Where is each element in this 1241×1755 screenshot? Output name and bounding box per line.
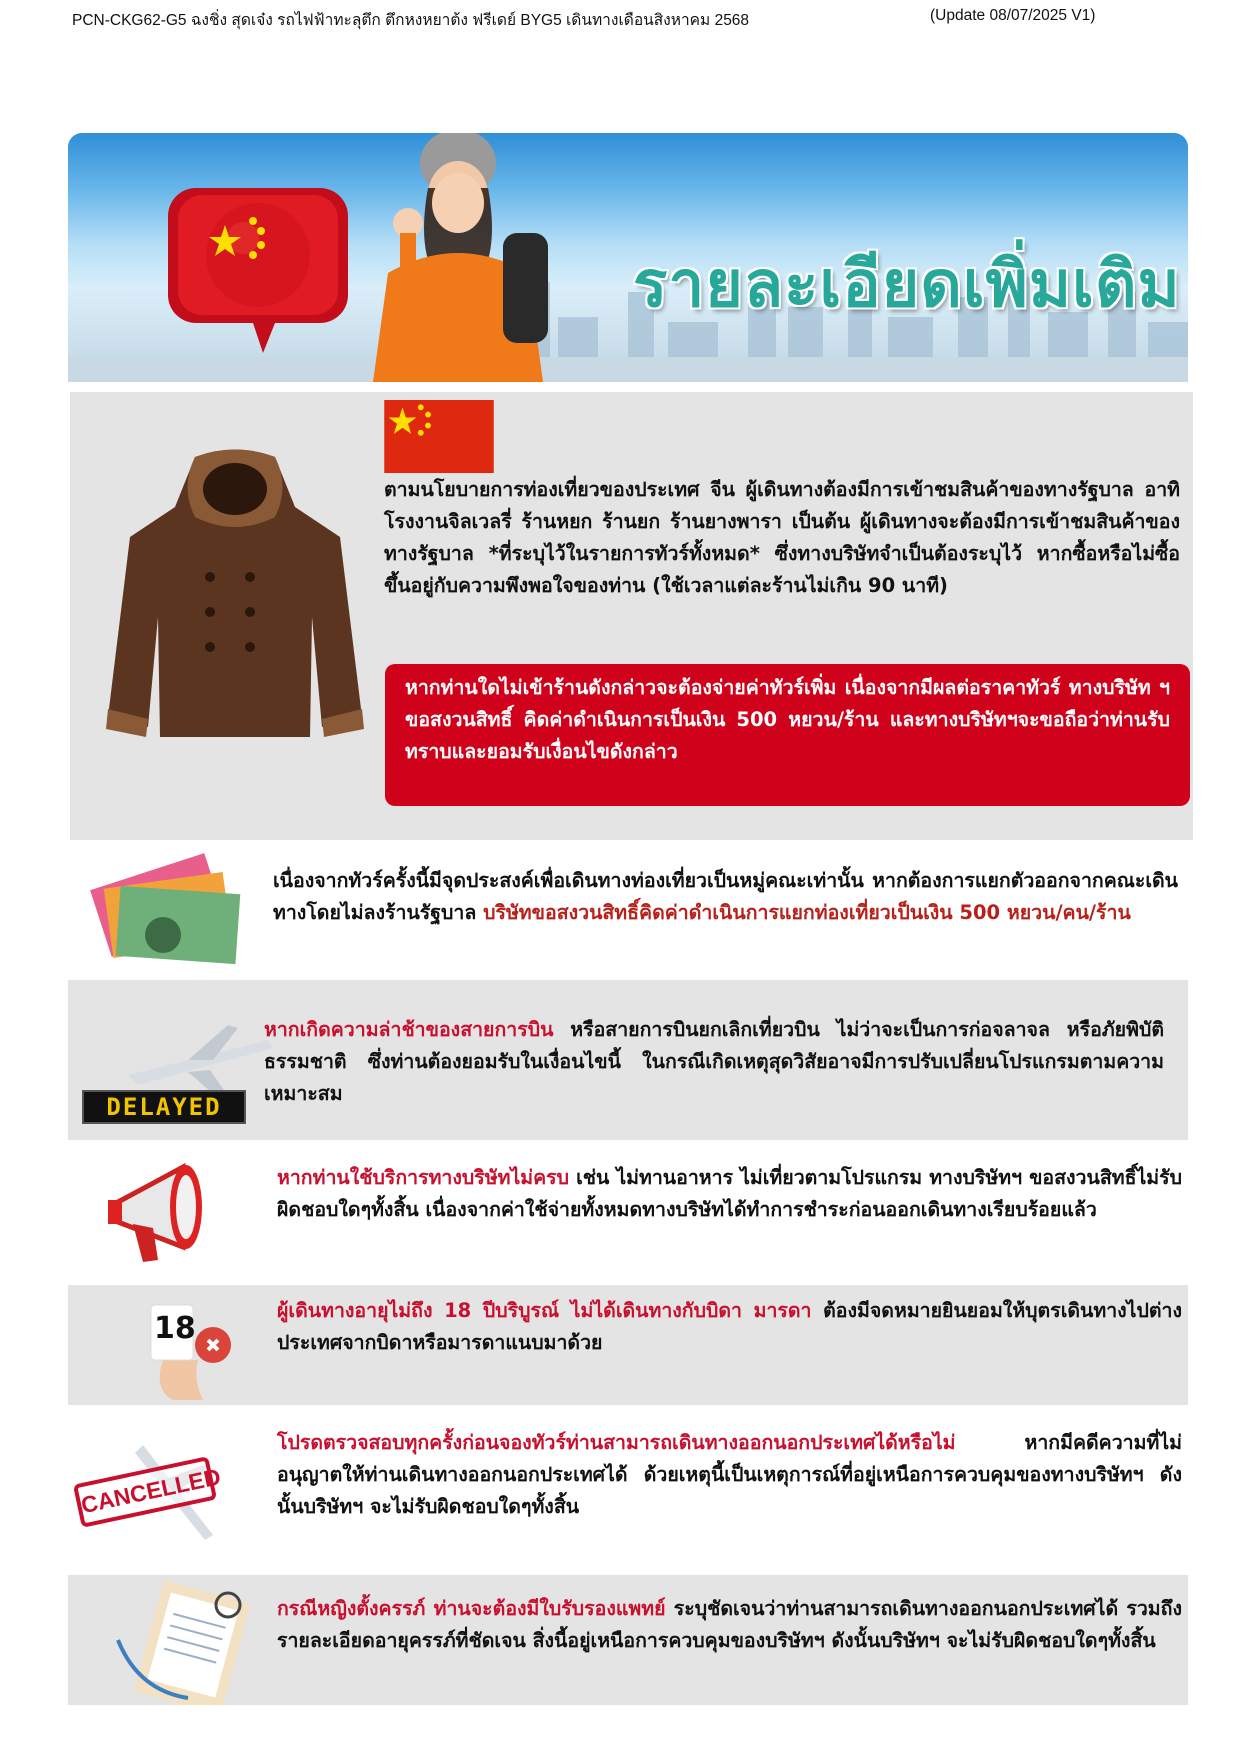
shopping-policy-panel <box>70 392 1193 840</box>
megaphone-icon <box>98 1152 228 1270</box>
travel-eligibility-body: หากมีคดีความที่ไม่อนุญาตให้ท่านเดินทางออกนอกประเทศได้ ด้วยเหตุนี้เป็นเหตุการณ์ที่อยู่เหนือการควบคุมของทางบริษัทฯ ดังนั้นบริษัทฯ จะไม่รับผิดชอบใดๆทั้งสิ้น <box>277 1431 1182 1518</box>
china-flag-icon <box>384 400 494 473</box>
banner <box>68 133 1188 382</box>
minor-traveler-text <box>277 1295 1182 1359</box>
pregnancy-highlight: กรณีหญิงตั้งครรภ์ ท่านจะต้องมีใบรับรองแพทย์ <box>277 1597 666 1620</box>
group-travel-section <box>68 850 1188 978</box>
coat-image <box>100 447 370 752</box>
group-travel-fee-highlight: บริษัทขอสงวนสิทธิ์คิดค่าดำเนินการแยกท่องเที่ยวเป็นเงิน 500 หยวน/คน/ร้าน <box>483 901 1131 924</box>
travel-eligibility-section <box>68 1405 1188 1565</box>
shopping-warning-box <box>385 664 1190 806</box>
cancelled-stamp-text: CANCELLED <box>78 1463 223 1519</box>
update-version: (Update 08/07/2025 V1) <box>930 7 1096 24</box>
group-travel-text <box>273 865 1178 929</box>
travel-eligibility-text <box>277 1427 1182 1523</box>
medical-certificate-image <box>108 1580 268 1705</box>
age-18-badge: 18 <box>154 1311 196 1346</box>
document-header <box>72 7 1201 27</box>
delayed-sign-text: DELAYED <box>106 1093 222 1121</box>
minor-traveler-highlight: ผู้เดินทางอายุไม่ถึง 18 ปีบริบูรณ์ ไม่ได้เดินทางกับบิดา มารดา <box>277 1299 812 1322</box>
money-banknotes-image <box>88 850 248 978</box>
pregnancy-panel <box>68 1575 1188 1705</box>
airplane-icon <box>118 1020 278 1100</box>
group-travel-body: เนื่องจากทัวร์ครั้งนี้มีจุดประสงค์เพื่อเดินทางท่องเที่ยวเป็นหมู่คณะเท่านั้น หากต้องการแยกตัวออกจากคณะเดินทางโดยไม่ลงร้านรัฐบาล <box>273 869 1178 924</box>
service-usage-text <box>277 1162 1182 1226</box>
service-usage-body: เช่น ไม่ทานอาหาร ไม่เที่ยวตามโปรแกรม ทางบริษัทฯ ขอสงวนสิทธิ์ไม่รับผิดชอบใดๆทั้งสิ้น เนื่องจากค่าใช้จ่ายทั้งหมดทางบริษัทได้ทำการชำระก่อนออกเดินทางเรียบร้อยแล้ว <box>277 1166 1182 1221</box>
tour-code-title: PCN-CKG62-G5 ฉงชิ่ง สุดเจ๋ง รถไฟฟ้าทะลุตึก ตึกหงหยาต้ง ฟรีเดย์ BYG5 เดินทางเดือนสิงหาคม 2568 <box>72 12 750 29</box>
banner-title: รายละเอียดเพิ่มเติม <box>633 248 1181 322</box>
minor-traveler-panel <box>68 1285 1188 1405</box>
shopping-policy-text: ตามนโยบายการท่องเที่ยวของประเทศ จีน ผู้เดินทางต้องมีการเข้าชมสินค้าของทางรัฐบาล อาทิโรงงานจิลเวลรี่ ร้านหยก ร้านยก ร้านยางพารา เป็นต้น ผู้เดินทางจะต้องมีการเข้าชมสินค้าของทางรัฐบาล *ที่ระบุไว้ในรายการทัวร์ทั้งหมด* ซึ่งทางบริษัทจำเป็นต้องระบุไว้ หากซื้อหรือไม่ซื้อขึ้นอยู่กับความพึงพอใจของท่าน (ใช้เวลาแต่ละร้านไม่เกิน 90 นาที) <box>384 478 1180 597</box>
pregnancy-body: ระบุชัดเจนว่าท่านสามารถเดินทางออกนอกประเทศได้ รวมถึงรายละเอียดอายุครรภ์ที่ชัดเจน สิ่งนี้อยู่เหนือการควบคุมของบริษัทฯ ดังนั้นบริษัทฯ จะไม่รับผิดชอบใดๆทั้งสิ้น <box>277 1597 1182 1652</box>
shopping-warning-text: หากท่านใดไม่เข้าร้านดังกล่าวจะต้องจ่ายค่าทัวร์เพิ่ม เนื่องจากมีผลต่อราคาทัวร์ ทางบริษัท ฯ ขอสงวนสิทธิ์ คิดค่าดำเนินการเป็นเงิน 500 หยวน/ร้าน และทางบริษัทฯจะขอถือว่าท่านรับทราบและยอมรับเงื่อนไขดังกล่าว <box>405 676 1170 763</box>
traveler-woman-graphic <box>318 133 558 382</box>
flight-delay-highlight: หากเกิดความล่าช้าของสายการบิน <box>264 1018 554 1041</box>
minor-traveler-body: ต้องมีจดหมายยินยอมให้บุตรเดินทางไปต่างประเทศจากบิดาหรือมารดาแนบมาด้วย <box>277 1299 1182 1354</box>
service-usage-highlight: หากท่านใช้บริการทางบริษัทไม่ครบ <box>277 1166 570 1189</box>
flight-delay-text <box>264 1014 1164 1110</box>
delayed-sign <box>82 1090 246 1124</box>
flight-delay-body: หรือสายการบินยกเลิกเที่ยวบิน ไม่ว่าจะเป็นการก่อจลาจล หรือภัยพิบัติธรรมชาติ ซึ่งท่านต้องยอมรับในเงื่อนไขนี้ ในกรณีเกิดเหตุสุดวิสัยอาจมีการปรับเปลี่ยนโปรแกรมตามความเหมาะสม <box>264 1018 1164 1105</box>
flight-delay-panel <box>68 980 1188 1140</box>
service-usage-section <box>68 1140 1188 1280</box>
pregnancy-text <box>277 1593 1182 1657</box>
travel-eligibility-highlight: โปรดตรวจสอบทุกครั้งก่อนจองทัวร์ท่านสามารถเดินทางออกนอกประเทศได้หรือไม่ <box>277 1431 956 1454</box>
